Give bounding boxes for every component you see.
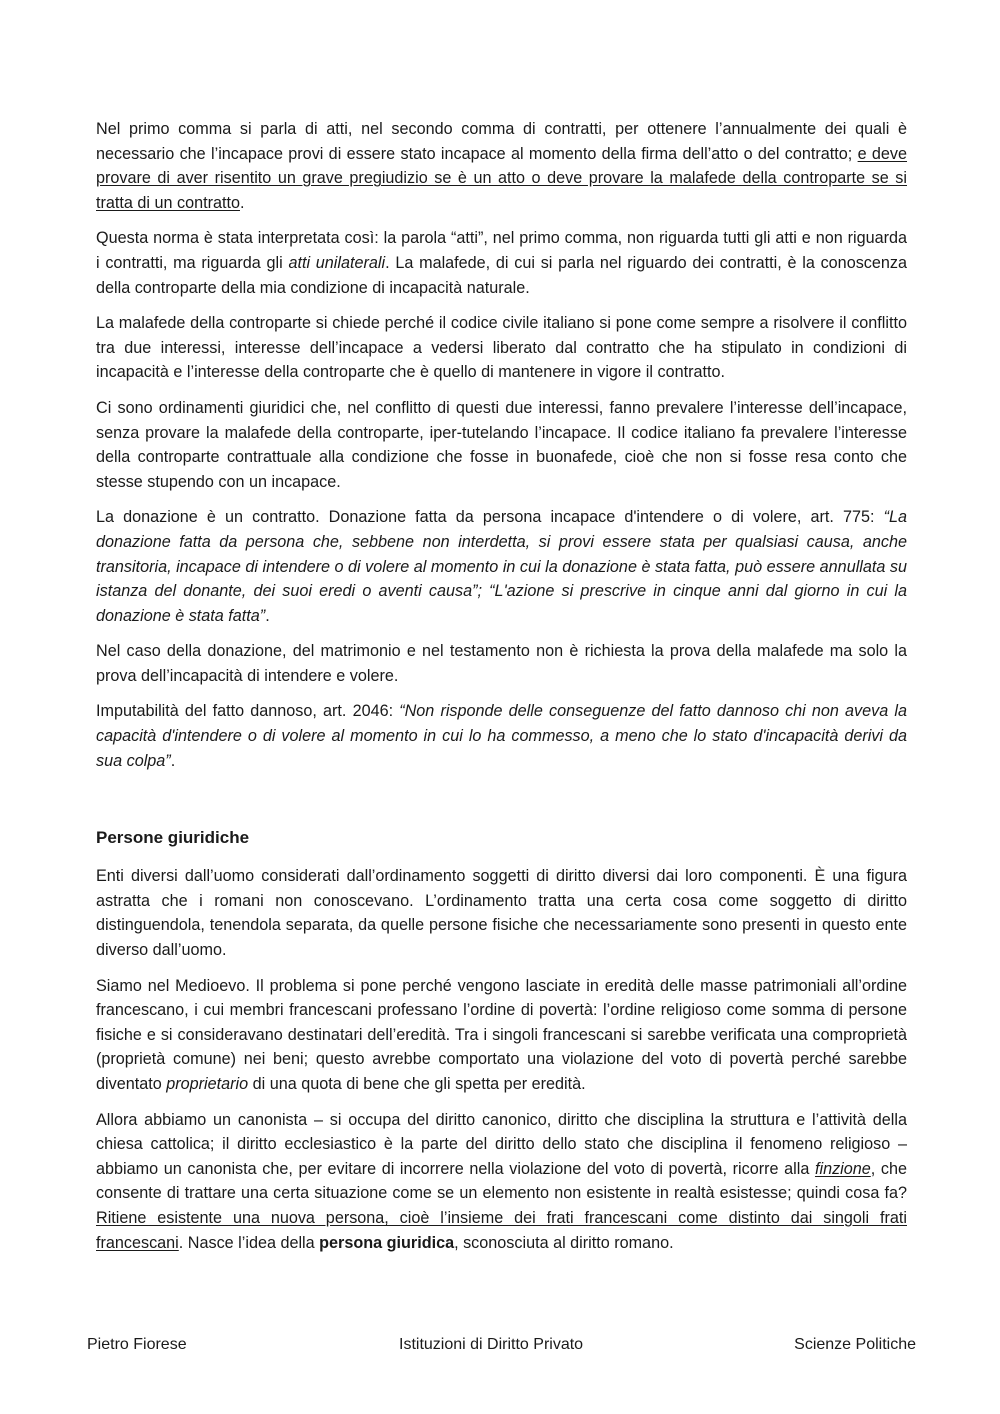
paragraph-2-italic: atti unilaterali [288, 253, 386, 272]
paragraph-10-italic-underlined: finzione [814, 1159, 871, 1178]
paragraph-2-end: . La malafede, di cui si parla nel riguardo dei contratti, è la conoscenza della controparte della mia condizione di incapacità naturale. [96, 253, 907, 297]
paragraph-1-end: . [239, 193, 245, 212]
paragraph-7-end: . [170, 751, 176, 770]
paragraph-8: Enti diversi dall’uomo considerati dall’ordinamento soggetti di diritto diversi dai loro componenti. È una figura astratta che i romani non conoscevano. L’ordinamento tratta una certa cosa come soggetto di diritto distinguendola, tenendola separata, da quelle persone fisiche che necessariamente sono presenti in questo ente diverso dall’uomo. [96, 867, 907, 960]
paragraph-9 [96, 974, 907, 1097]
section-heading: Persone giuridiche [96, 828, 250, 848]
paragraph-5-text: La donazione è un contratto. Donazione fatta da persona incapace d'intendere o di volere, art. 775: [96, 508, 884, 527]
footer-course: Istituzioni di Diritto Privato [399, 1336, 584, 1353]
paragraph-9-text: Siamo nel Medioevo. Il problema si pone perché vengono lasciate in eredità delle masse patrimoniali all’ordine francescano, i cui membri francescani professano l’ordine di povertà: l’ordine religioso come somma di persone fisiche e si consideravano destinatari dell’eredità. Tra i singoli francescani si sarebbe verificata una comproprietà (proprietà comune) nei beni; questo avrebbe comportato una violazione del voto di povertà perché sarebbe diventato [96, 976, 907, 1093]
footer-author: Pietro Fiorese [87, 1336, 187, 1353]
paragraph-2-text: Questa norma è stata interpretata così: la parola “atti”, nel primo comma, non riguarda tutti gli atti e non riguarda i contratti, ma riguarda gli [96, 229, 907, 272]
document-body [96, 117, 907, 1266]
paragraph-10-end: , sconosciuta al diritto romano. [454, 1233, 674, 1252]
footer-faculty: Scienze Politiche [794, 1336, 916, 1353]
paragraph-5-quote: “La donazione fatta da persona che, sebbene non interdetta, si provi essere stata per qualsiasi causa, anche transitoria, incapace di intendere o di volere al momento in cui la donazione è stata fatta, può essere annullata su istanza del donante, dei suoi eredi o aventi causa”; “L'azione si prescrive in cinque anni dal giorno in cui la donazione è stata fatta” [96, 508, 907, 625]
paragraph-1-text: Nel primo comma si parla di atti, nel secondo comma di contratti, per ottenere l’annualmente dei quali è necessario che l’incapace provi di essere stato incapace al momento della firma dell’atto o del contratto; [96, 120, 907, 163]
paragraph-7-quote: “Non risponde delle conseguenze del fatto dannoso chi non aveva la capacità d'intendere o di volere al momento in cui lo ha commesso, a meno che lo stato d'incapacità derivi da sua colpa” [96, 702, 907, 770]
paragraph-1 [96, 117, 907, 215]
paragraph-10-text-3: . Nasce l’idea della [178, 1233, 320, 1252]
paragraph-10-underlined: Ritiene esistente una nuova persona, cioè l’insieme dei frati francescani come distinto dai singoli frati francescani [96, 1208, 907, 1252]
paragraph-4: Ci sono ordinamenti giuridici che, nel conflitto di questi due interessi, fanno prevalere l’interesse dell’incapace, senza provare la malafede della controparte, iper-tutelando l’incapace. Il codice italiano fa prevalere l’interesse della controparte contrattuale alla condizione che fosse in buonafede, cioè che non si fosse resa conto che stesse stupendo con un incapace. [96, 398, 907, 491]
paragraph-7 [96, 699, 907, 773]
paragraph-10 [96, 1108, 907, 1256]
section-spacer [96, 784, 907, 826]
paragraph-9-italic: proprietario [166, 1075, 249, 1093]
paragraph-10-text-2: , che consente di trattare una certa situazione come se un elemento non esistente in realtà esistesse; quindi cosa fa? [96, 1159, 907, 1203]
paragraph-10-bold: persona giuridica [319, 1233, 455, 1252]
paragraph-5-end: . [265, 606, 270, 625]
paragraph-6: Nel caso della donazione, del matrimonio e nel testamento non è richiesta la prova della malafede ma solo la prova dell’incapacità di intendere e volere. [96, 642, 907, 685]
paragraph-2 [96, 226, 907, 300]
paragraph-1-underlined: e deve provare di aver risentito un grave pregiudizio se è un atto o deve provare la malafede della controparte se si tratta di un contratto [96, 144, 908, 212]
paragraph-5 [96, 505, 907, 628]
paragraph-10-text: Allora abbiamo un canonista – si occupa del diritto canonico, diritto che disciplina la struttura e l’attività della chiesa cattolica; il diritto ecclesiastico è la parte del diritto dello stato che disciplina il fenomeno religioso – abbiamo un canonista che, per evitare di incorrere nella violazione del voto di povertà, ricorre alla [96, 1110, 907, 1178]
paragraph-3: La malafede della controparte si chiede perché il codice civile italiano si pone come sempre a risolvere il conflitto tra due interessi, interesse dell’incapace a vedersi liberato dal contratto che ha stipulato in condizioni di incapacità e l’interesse della controparte che è quello di mantenere in vigore il contratto. [96, 314, 907, 382]
paragraph-7-text: Imputabilità del fatto dannoso, art. 2046: [96, 702, 400, 721]
paragraph-9-end: di una quota di bene che gli spetta per eredità. [248, 1075, 586, 1093]
